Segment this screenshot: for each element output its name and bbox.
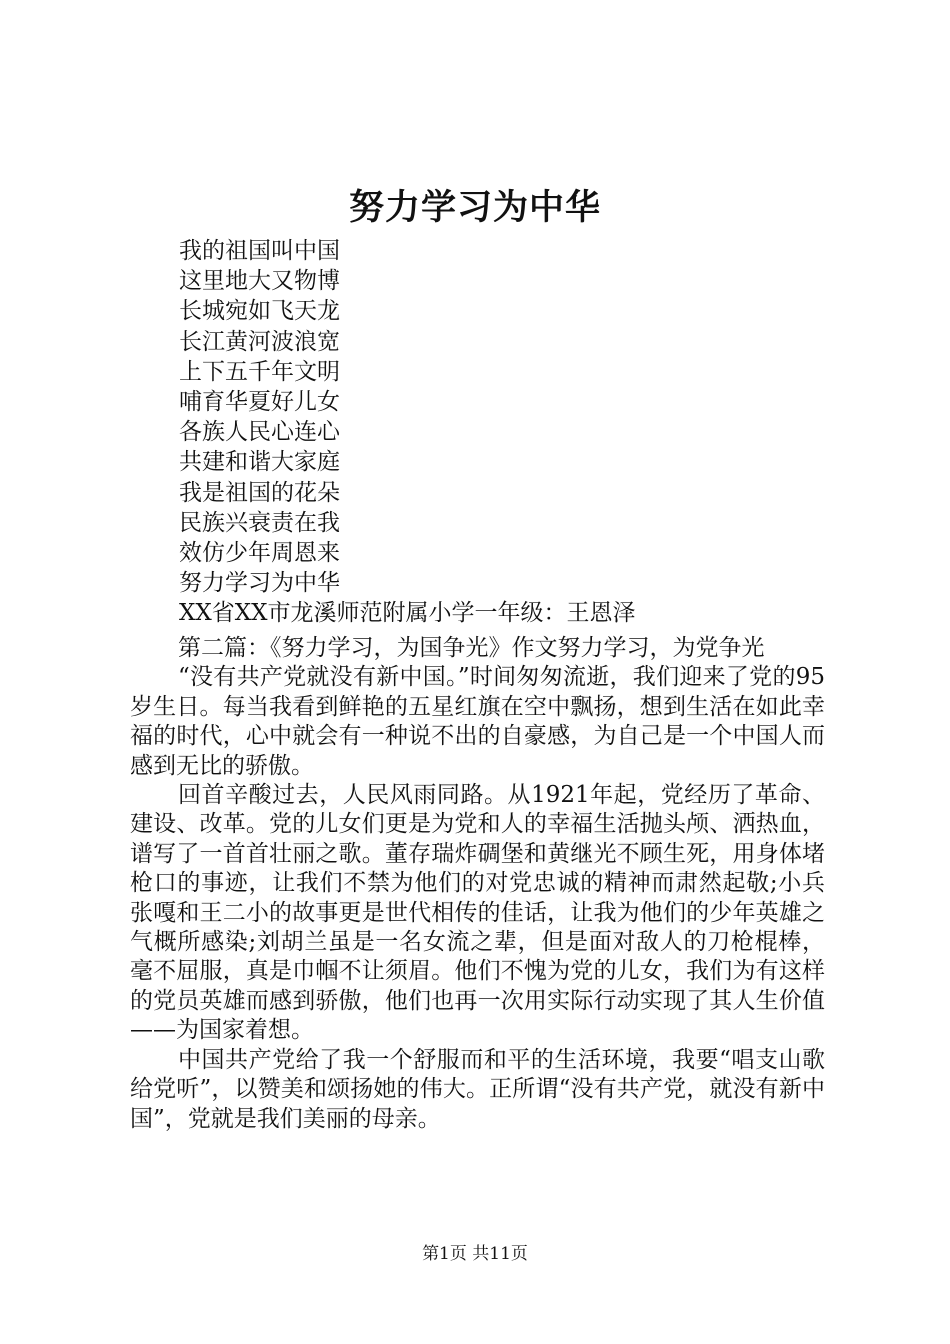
poem	[179, 236, 819, 629]
page-title: 努力学习为中华	[348, 188, 601, 228]
body-paragraph: “没有共产党就没有新中国。”时间匆匆流逝，我们迎来了党的95岁生日。每当我看到鲜艳的五星红旗在空中飘扬，想到生活在如此幸福的时代，心中就会有一种说不出的自豪感，为自己是一个中国人而感到无比的骄傲。	[130, 664, 825, 779]
poem-line: 民族兴衰责在我	[179, 509, 340, 536]
poem-line: 各族人民心连心	[179, 419, 340, 446]
body-paragraph: 回首辛酸过去，人民风雨同路。从1921年起，党经历了革命、建设、改革。党的儿女们更是为党和人的幸福生活抛头颅、洒热血，谱写了一首首壮丽之歌。董存瑞炸碉堡和黄继光不顾生死，用身体堵枪口的事迹，让我们不禁为他们的对党忠诚的精神而肃然起敬;小兵张嘎和王二小的故事更是世代相传的佳话，让我为他们的少年英雄之气概所感染;刘胡兰虽是一名女流之辈，但是面对敌人的刀枪棍棒，毫不屈服，真是巾帼不让须眉。他们不愧为党的儿女，我们为有这样的党员英雄而感到骄傲，他们也再一次用实际行动实现了其人生价值——为国家着想。	[130, 782, 825, 1044]
poem-line: 上下五千年文明	[179, 358, 340, 385]
poem-line: 效仿少年周恩来	[179, 540, 340, 567]
page-footer: 第1页 共11页	[422, 1244, 528, 1264]
author-line: XX省XX市龙溪师范附属小学一年级：王恩泽	[179, 600, 636, 627]
section-heading: 第二篇：《努力学习，为国争光》作文努力学习，为党争光	[178, 635, 765, 661]
poem-line: 哺育华夏好儿女	[179, 389, 340, 416]
article-body	[130, 634, 825, 1134]
poem-line: 努力学习为中华	[179, 570, 340, 597]
poem-line: 长江黄河波浪宽	[179, 328, 340, 355]
poem-line: 我的祖国叫中国	[179, 238, 340, 264]
poem-line: 我是祖国的花朵	[179, 479, 340, 506]
poem-line: 长城宛如飞天龙	[179, 298, 340, 325]
body-paragraph: 中国共产党给了我一个舒服而和平的生活环境，我要“唱支山歌给党听”，以赞美和颂扬她的伟大。正所谓“没有共产党，就没有新中国”，党就是我们美丽的母亲。	[130, 1046, 825, 1132]
poem-line: 这里地大又物博	[179, 268, 340, 295]
poem-line: 共建和谐大家庭	[179, 449, 340, 476]
